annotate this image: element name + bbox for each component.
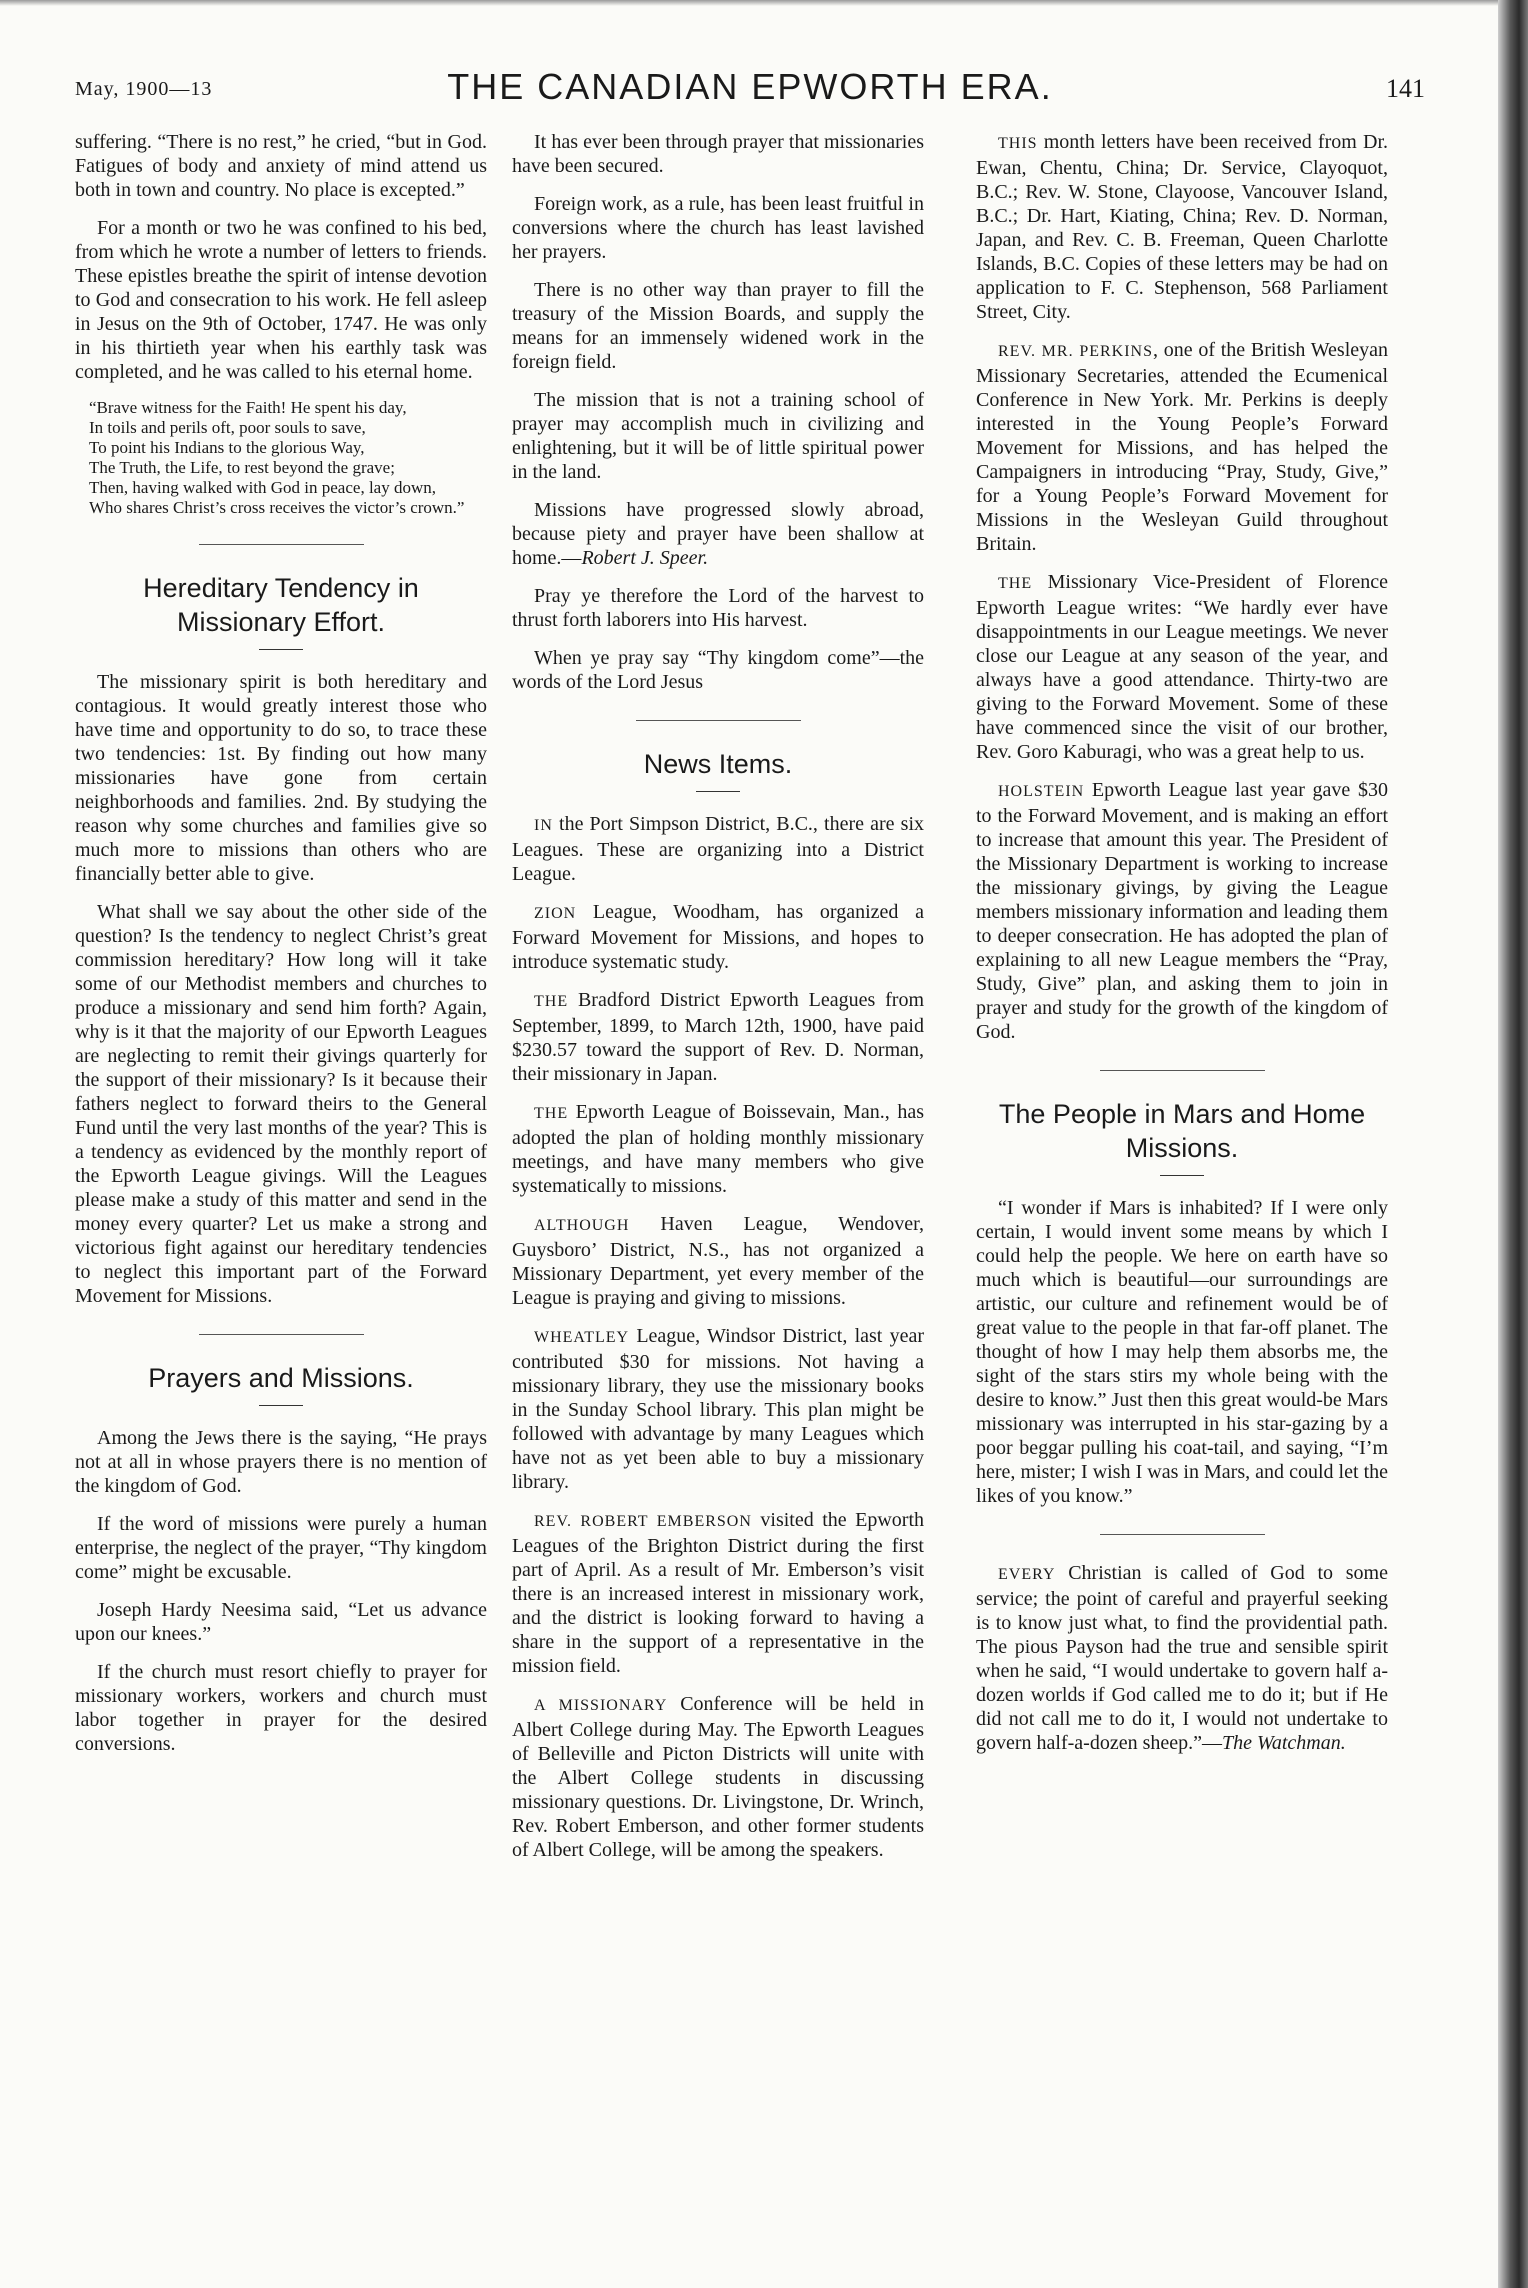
paragraph: The mission that is not a training school of prayer may accomplish much in civilizing and enlightening, but it will be of little spiritual power in the land. bbox=[512, 389, 924, 483]
column-left bbox=[75, 130, 487, 1770]
poem-line: “Brave witness for the Faith! He spent his day, bbox=[89, 398, 407, 417]
section-divider bbox=[1100, 1070, 1265, 1071]
paragraph: Among the Jews there is the saying, “He prays not at all in whose prayers there is no mention of the kingdom of God. bbox=[75, 1427, 487, 1497]
attribution: The Watchman. bbox=[1222, 1732, 1346, 1754]
news-text: , one of the British Wesleyan Missionary Secretaries, attended the Ecumenical Conference in New York. Mr. Perkins is deeply interested in the Young People’s Forward Movement for Missions, and has helped the Campaigners in introducing “Pray, Study, Give,” for a Young People’s Forward Movement for Missions in the Wesleyan Guild throughout Britain. bbox=[976, 339, 1389, 555]
paragraph-text: Christian is called of God to some service; the point of careful and prayerful seeking is to know just what, to find the providential path. The pious Payson had the true and sensible spirit when he said, “I would undertake to govern half a-dozen worlds if God called me to do it; but if He did not call me to do it, I would not undertake to govern half-a-dozen sheep.”— bbox=[976, 1562, 1388, 1754]
section-divider bbox=[199, 1334, 364, 1335]
heading-rule bbox=[259, 649, 303, 650]
news-text: the Port Simpson District, B.C., there are six Leagues. These are organizing into a District League. bbox=[512, 813, 924, 885]
lead-words: THE bbox=[534, 1105, 569, 1122]
lead-words: WHEATLEY bbox=[534, 1329, 630, 1346]
paragraph-text: Missions have progressed slowly abroad, because piety and prayer have been shallow at home.— bbox=[512, 499, 924, 569]
news-text: League, Windsor District, last year contributed $30 for missions. Not having a missionary library, they use the missionary books in the Sunday School library. This plan might be followed with advantage by many Leagues which have not as yet been able to buy a missionary library. bbox=[512, 1325, 924, 1493]
article-heading: The People in Mars and Home Missions. bbox=[998, 1099, 1366, 1163]
heading-rule bbox=[259, 1405, 303, 1406]
lead-words: HOLSTEIN bbox=[998, 783, 1085, 800]
news-text: visited the Epworth Leagues of the Brighton District during the first part of April. As a result of Mr. Emberson’s visit there is an increased interest in missionary work, and the district is looking forward to having a share in the support of a representative in the mission field. bbox=[512, 1509, 924, 1677]
lead-words: THIS bbox=[998, 135, 1038, 152]
issue-date: May, 1900—13 bbox=[75, 78, 213, 100]
attribution: Robert J. Speer. bbox=[581, 547, 709, 569]
news-item bbox=[512, 812, 924, 886]
heading-rule bbox=[696, 791, 740, 792]
column-middle bbox=[512, 130, 924, 1876]
paragraph: Pray ye therefore the Lord of the harvest to thrust forth laborers into His harvest. bbox=[512, 585, 924, 631]
poem-line: In toils and perils oft, poor souls to save, bbox=[89, 418, 366, 437]
article-heading: Hereditary Tendency in Missionary Effort. bbox=[143, 573, 419, 637]
poem-line: To point his Indians to the glorious Way, bbox=[89, 438, 365, 457]
paragraph: When ye pray say “Thy kingdom come”—the words of the Lord Jesus bbox=[512, 647, 924, 693]
news-item bbox=[512, 1212, 924, 1310]
paragraph: It has ever been through prayer that missionaries have been secured. bbox=[512, 131, 924, 177]
column-right bbox=[976, 130, 1388, 1769]
news-item bbox=[976, 570, 1388, 764]
news-item bbox=[512, 1100, 924, 1198]
news-item bbox=[512, 900, 924, 974]
poem-line: Then, having walked with God in peace, lay down, bbox=[89, 478, 436, 497]
news-text: Missionary Vice-President of Florence Epworth League writes: “We hardly ever have disappointments in our League meetings. We never close our League at any season of the year, and always have a good attendance. Thirty-two are giving to the Forward Movement. Some of these have commenced since the visit of our brother, Rev. Goro Kaburagi, who was a great help to us. bbox=[976, 571, 1388, 763]
page-number: 141 bbox=[1386, 74, 1425, 103]
section-divider bbox=[199, 544, 364, 545]
paragraph: The missionary spirit is both hereditary and contagious. It would greatly interest those who have time and opportunity to do so, to trace these two tendencies: 1st. By finding out how many missionaries have gone from certain neighborhoods and families. 2nd. By studying the reason why some churches and families give so much more to missions than others who are financially better able to give. bbox=[75, 671, 487, 885]
lead-words: REV. ROBERT EMBERSON bbox=[534, 1513, 752, 1530]
page-top-shadow bbox=[0, 0, 1498, 6]
paragraph: What shall we say about the other side of the question? Is the tendency to neglect Christ’s great commission hereditary? How long will it take some of our Methodist members and churches to produce a missionary and send him forth? Again, why is it that the majority of our Epworth Leagues are neglecting to remit their givings quarterly for the support of their missionary? Is it because their fathers neglect to forward theirs to the General Fund until the very last months of the year? This is a tendency as evidenced by the monthly report of the Epworth League givings. Will the Leagues please make a study of this matter and send in the money every quarter? Let us make a strong and victorious fight against our hereditary tendencies to neglect this important part of the Forward Movement for Missions. bbox=[75, 901, 487, 1307]
poem-line: Who shares Christ’s cross receives the victor’s crown.” bbox=[89, 498, 465, 517]
paragraph: Foreign work, as a rule, has been least fruitful in conversions where the church has least lavished her prayers. bbox=[512, 193, 924, 263]
lead-words: ALTHOUGH bbox=[534, 1217, 630, 1234]
paragraph: For a month or two he was confined to his bed, from which he wrote a number of letters to friends. These epistles breathe the spirit of intense devotion to God and consecration to his work. He fell asleep in Jesus on the 9th of October, 1747. He was only in his thirtieth year when his earthly task was completed, and he was called to his eternal home. bbox=[75, 217, 487, 383]
paragraph bbox=[976, 1561, 1388, 1755]
lead-words: IN bbox=[534, 817, 553, 834]
section-divider bbox=[1100, 1534, 1265, 1535]
paragraph: There is no other way than prayer to fill the treasury of the Mission Boards, and supply the means for an immensely widened work in the foreign field. bbox=[512, 279, 924, 373]
paragraph: suffering. “There is no rest,” he cried, “but in God. Fatigues of body and anxiety of mind attend us both in town and country. No place is excepted.” bbox=[75, 131, 487, 201]
lead-words: THE bbox=[534, 993, 569, 1010]
poem-line: The Truth, the Life, to rest beyond the grave; bbox=[89, 458, 395, 477]
news-text: Conference will be held in Albert College during May. The Epworth Leagues of Belleville and Picton Districts will unite with the Albert College students in discussing missionary questions. Dr. Livingstone, Dr. Wrinch, Rev. Robert Emberson, and other former students of Albert College, will be among the speakers. bbox=[512, 1693, 924, 1861]
poem bbox=[83, 398, 487, 518]
article-heading: News Items. bbox=[643, 749, 793, 779]
lead-words: THE bbox=[998, 575, 1033, 592]
publication-title: THE CANADIAN EPWORTH ERA. bbox=[447, 66, 1053, 107]
news-item bbox=[976, 130, 1388, 324]
news-item bbox=[512, 1324, 924, 1494]
news-text: Epworth League last year gave $30 to the Forward Movement, and is making an effort to increase that amount this year. The President of the Missionary Department is working to increase the missionary givings, by giving the League members missionary information and leading them to deeper consecration. He has adopted the plan of explaining to all new League members the “Pray, Study, Give” plan, and asking them to join in prayer and study for the growth of the kingdom of God. bbox=[976, 779, 1388, 1043]
paragraph: If the church must resort chiefly to prayer for missionary workers, workers and church must labor together in prayer for the desired conversions. bbox=[75, 1661, 487, 1755]
news-item bbox=[976, 338, 1388, 556]
news-text: month letters have been received from Dr. Ewan, Chentu, China; Dr. Service, Clayoquot, B.C.; Rev. W. Stone, Clayoose, Vancouver Island, B.C.; Dr. Hart, Kiating, China; Rev. D. Norman, Japan, and Rev. C. B. Freeman, Queen Charlotte Islands, B.C. Copies of these letters may be had on application to F. C. Stephenson, 568 Parliament Street, City. bbox=[976, 131, 1388, 323]
heading-rule bbox=[1160, 1175, 1204, 1176]
lead-words: ZION bbox=[534, 905, 577, 922]
paragraph: “I wonder if Mars is inhabited? If I were only certain, I would invent some means by which I could help the people. We here on earth have so much which is beautiful—our surroundings are artistic, our culture and refinement would be of great value to the people in that far-off planet. The thought of how I may help them absorbs me, the sight of the stars stirs my whole being with the desire to know.” Just then this great would-be Mars missionary was interrupted in his star-gazing by a poor beggar pulling his coat-tail, and saying, “I’m here, mister; I wish I was in Mars, and could let the likes of you know.” bbox=[976, 1197, 1388, 1507]
news-item bbox=[976, 778, 1388, 1044]
lead-words: REV. MR. PERKINS bbox=[998, 343, 1153, 360]
paragraph: If the word of missions were purely a human enterprise, the neglect of the prayer, “Thy kingdom come” might be excusable. bbox=[75, 1513, 487, 1583]
article-heading: Prayers and Missions. bbox=[148, 1363, 414, 1393]
page-header bbox=[75, 66, 1425, 116]
news-text: Epworth League of Boissevain, Man., has adopted the plan of holding monthly missionary meetings, and have many members who give systematically to missions. bbox=[512, 1101, 924, 1197]
news-item bbox=[512, 1692, 924, 1862]
news-item bbox=[512, 1508, 924, 1678]
news-item bbox=[512, 988, 924, 1086]
book-spine bbox=[1498, 0, 1528, 2288]
news-text: Bradford District Epworth Leagues from September, 1899, to March 12th, 1900, have paid $230.57 toward the support of Rev. D. Norman, their missionary in Japan. bbox=[512, 989, 924, 1085]
news-text: League, Woodham, has organized a Forward Movement for Missions, and hopes to introduce systematic study. bbox=[512, 901, 924, 973]
section-divider bbox=[636, 720, 801, 721]
paragraph: Joseph Hardy Neesima said, “Let us advance upon our knees.” bbox=[75, 1599, 487, 1645]
news-text: Haven League, Wendover, Guysboro’ District, N.S., has not organized a Missionary Department, yet every member of the League is praying and giving to missions. bbox=[512, 1213, 924, 1309]
lead-words: A MISSIONARY bbox=[534, 1697, 668, 1714]
paragraph bbox=[512, 498, 924, 570]
lead-words: EVERY bbox=[998, 1566, 1056, 1583]
